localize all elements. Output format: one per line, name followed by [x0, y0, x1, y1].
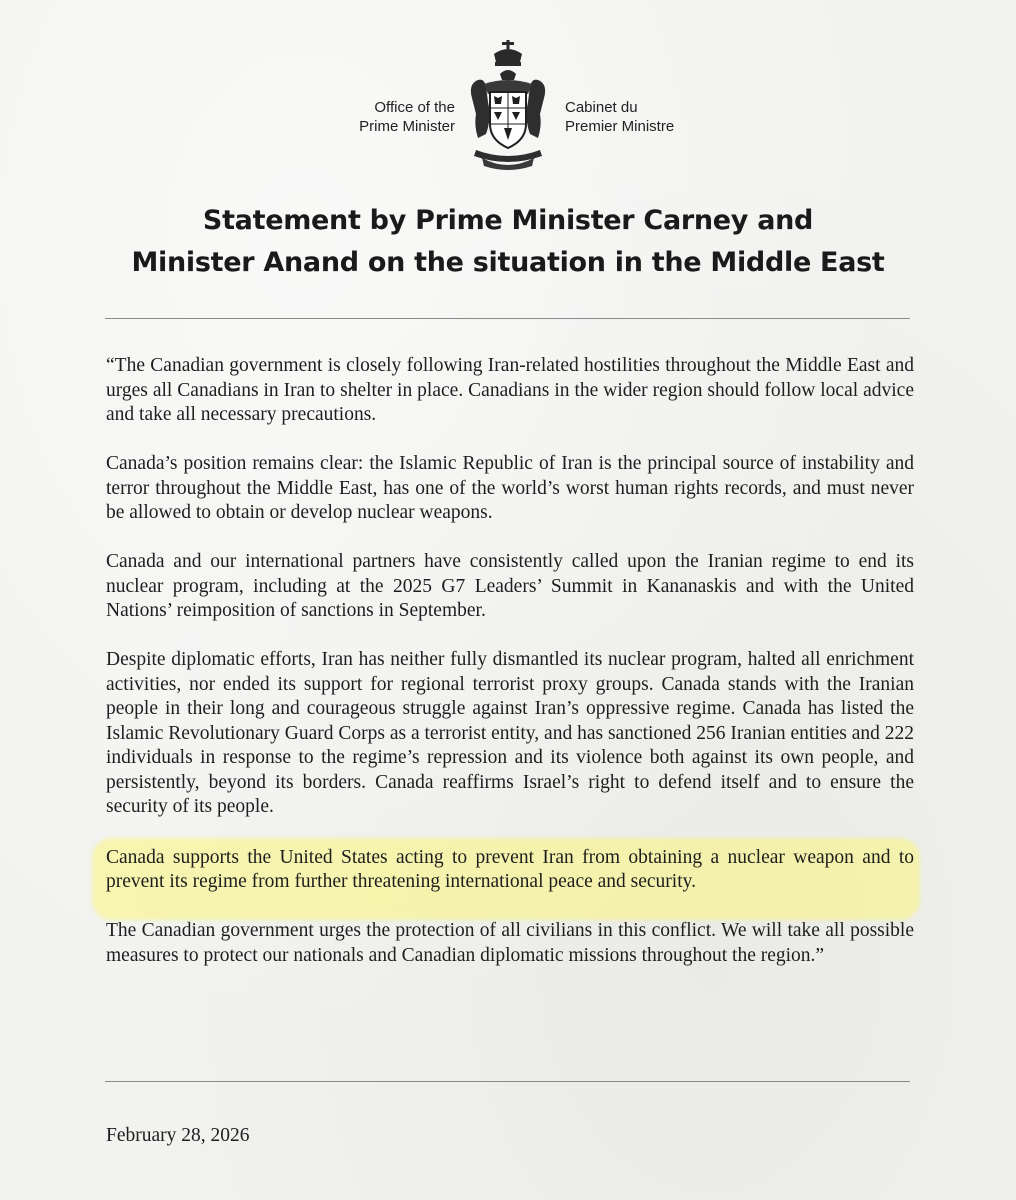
- highlighted-paragraph: [106, 846, 914, 895]
- title-line2: Minister Anand on the situation in the Middle East: [131, 247, 885, 278]
- canada-coat-of-arms-icon: [462, 40, 554, 172]
- title-line1: Statement by Prime Minister Carney and: [202, 205, 814, 236]
- paragraph-6: The Canadian government urges the protection of all civilians in this conflict. We will take all possible measures to protect our nationals and Canadian diplomatic missions throughout the region.”: [106, 920, 914, 966]
- office-en-line2: Prime Minister: [359, 118, 455, 135]
- office-en-line1: Office of the: [374, 99, 455, 116]
- office-fr-line2: Premier Ministre: [565, 118, 675, 135]
- top-divider: [105, 318, 910, 319]
- paragraph-5: Canada supports the United States acting to prevent Iran from obtaining a nuclear weapon and to prevent its regime from further threatening international peace and security.: [106, 846, 914, 892]
- office-fr-line1: Cabinet du: [565, 99, 638, 116]
- statement-date: February 28, 2026: [106, 1125, 250, 1146]
- statement-body: [106, 354, 914, 993]
- statement-title: [60, 200, 956, 284]
- paragraph-2: Canada’s position remains clear: the Islamic Republic of Iran is the principal source of instability and terror throughout the Middle East, has one of the world’s worst human rights records, and must never be allowed to obtain or develop nuclear weapons.: [106, 453, 914, 523]
- paragraph-3: Canada and our international partners have consistently called upon the Iranian regime to end its nuclear program, including at the 2025 G7 Leaders’ Summit in Kananaskis and with the United Nations’ reimposition of sanctions in September.: [106, 551, 914, 621]
- bottom-divider: [105, 1081, 910, 1082]
- paragraph-1: “The Canadian government is closely following Iran-related hostilities throughout the Middle East and urges all Canadians in Iran to shelter in place. Canadians in the wider region should follow local advice and take all necessary precautions.: [106, 355, 914, 425]
- office-name-english: [359, 98, 455, 136]
- office-name-french: [565, 98, 674, 136]
- paragraph-4: Despite diplomatic efforts, Iran has neither fully dismantled its nuclear program, halted all enrichment activities, nor ended its support for regional terrorist proxy groups. Canada stands with the Iranian people in their long and courageous struggle against Iran’s oppressive regime. Canada has listed the Islamic Revolutionary Guard Corps as a terrorist entity, and has sanctioned 256 Iranian entities and 222 individuals in response to the regime’s repression and its violence both against its own people, and persistently, beyond its borders. Canada reaffirms Israel’s right to defend itself and to ensure the security of its people.: [106, 649, 914, 817]
